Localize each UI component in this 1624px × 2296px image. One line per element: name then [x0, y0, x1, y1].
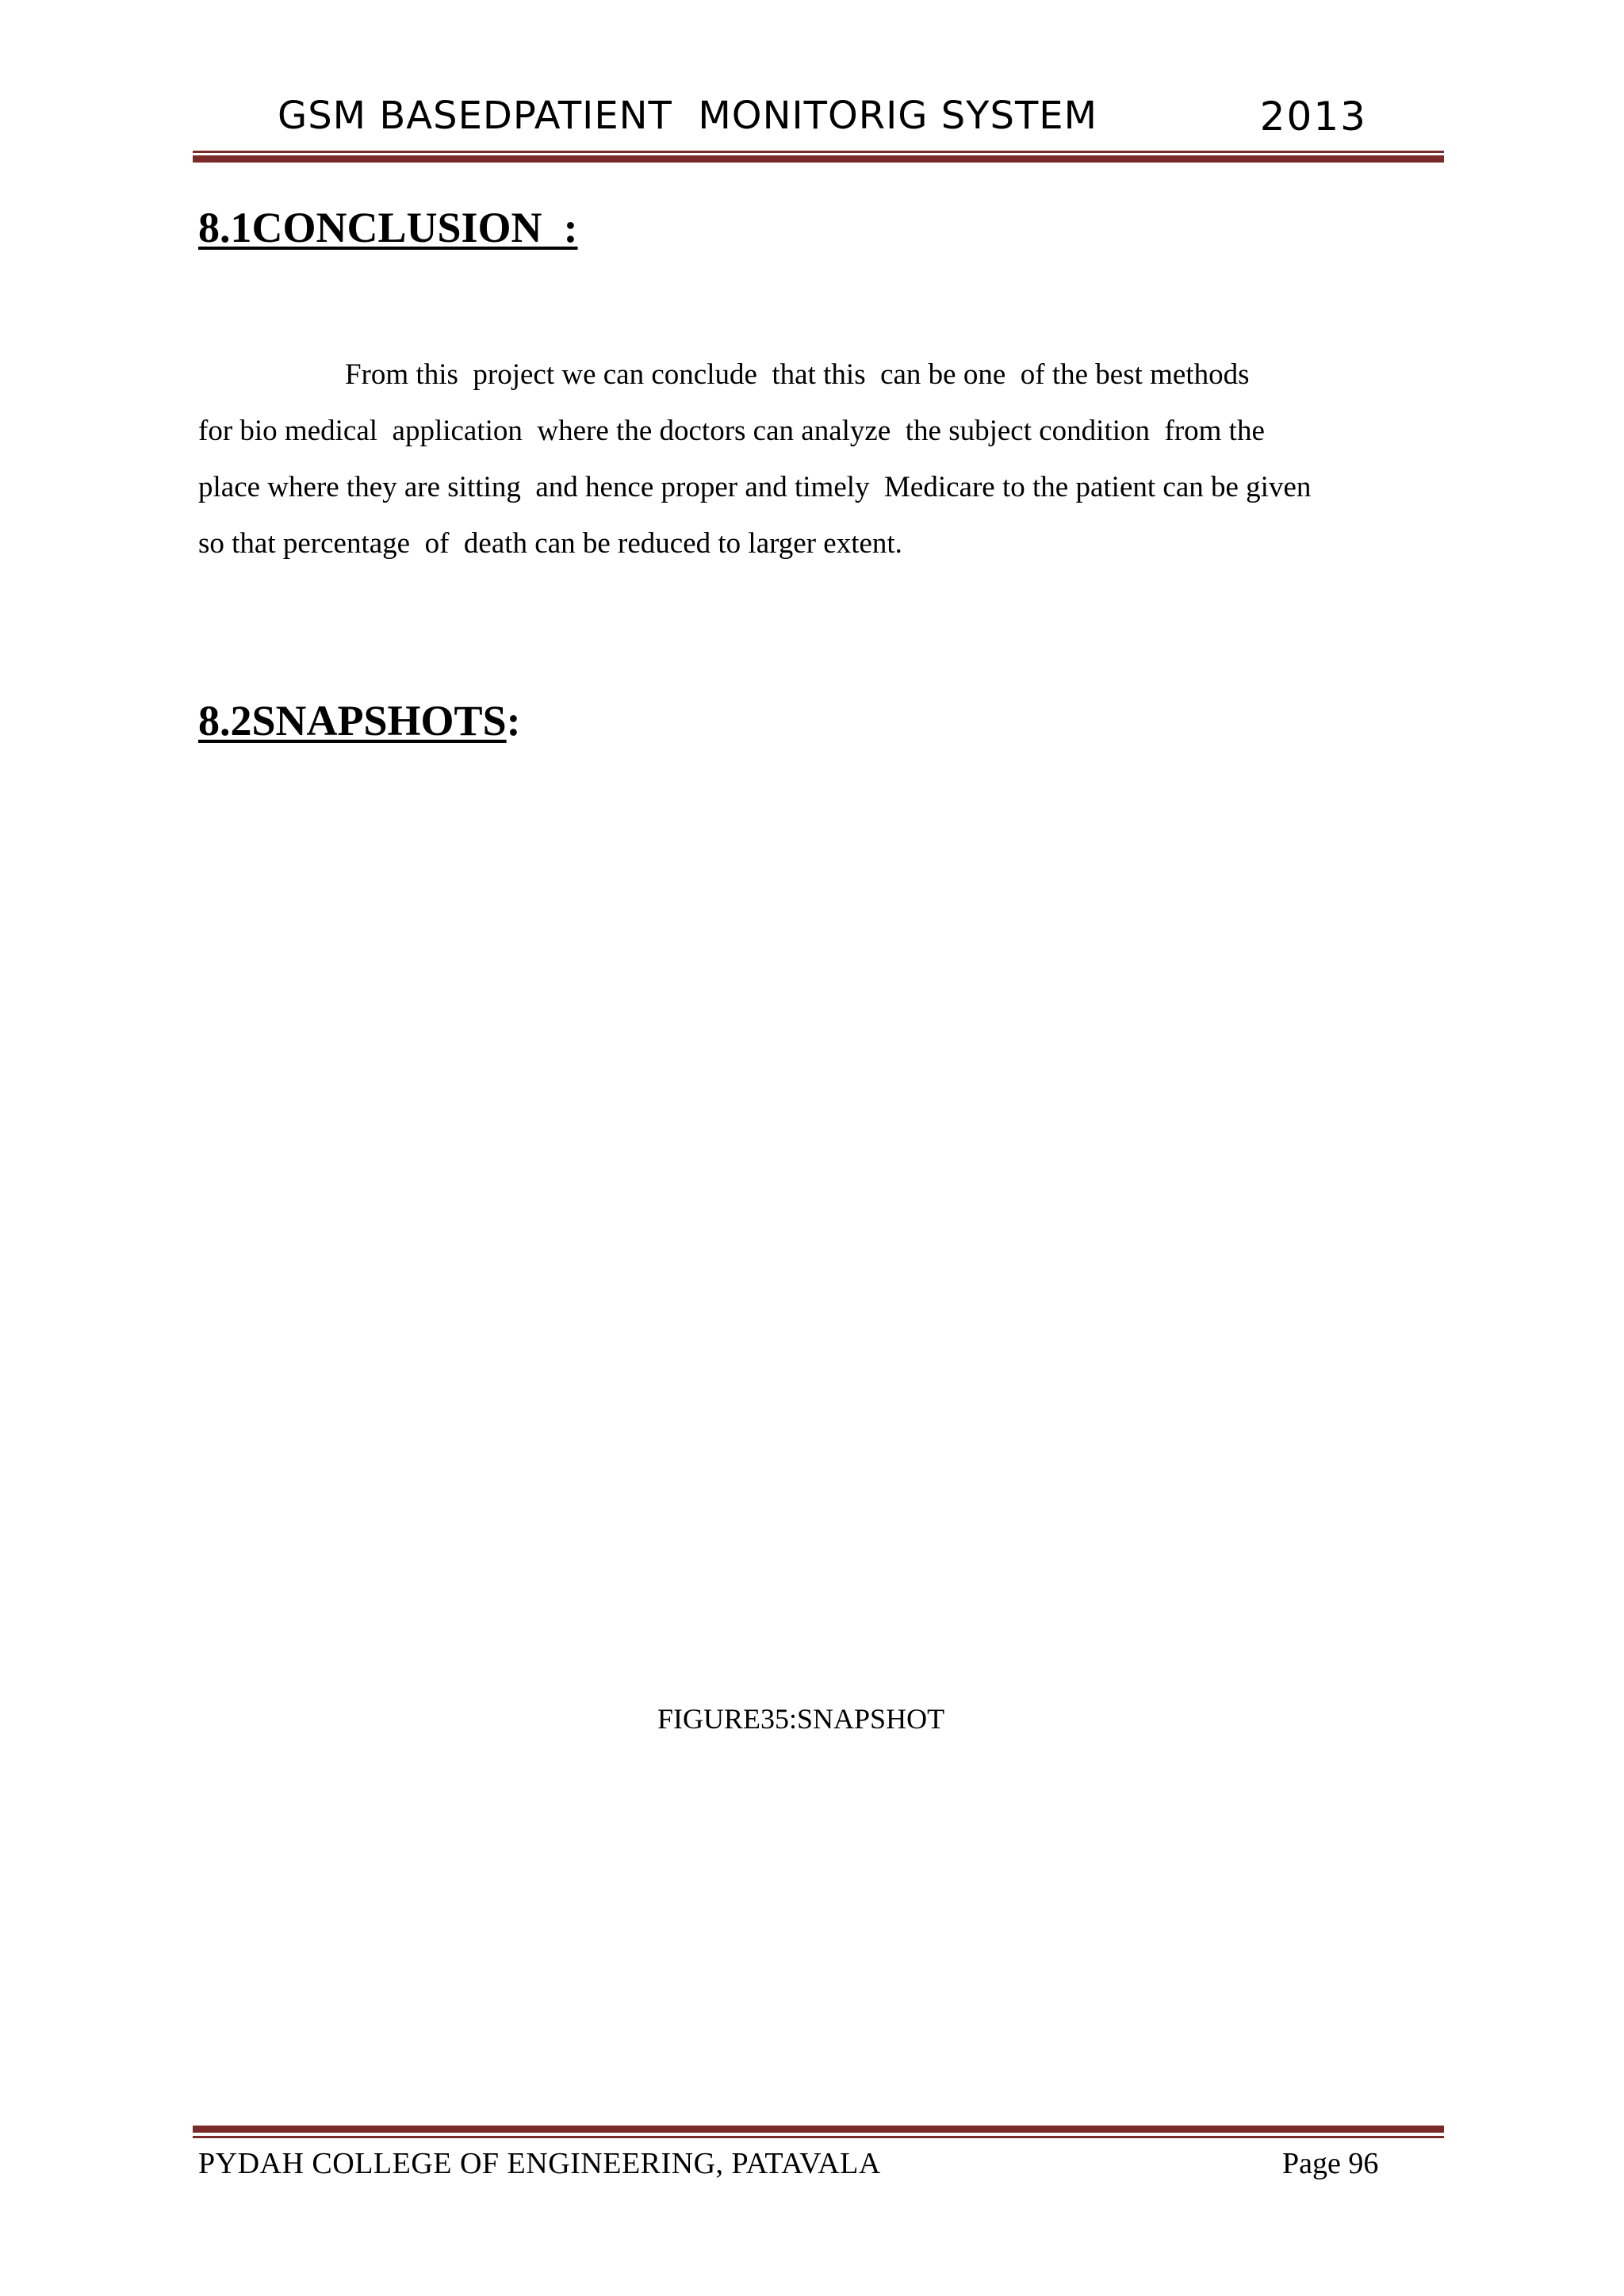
footer-page-number: Page 96 [1282, 2147, 1379, 2180]
footer-institution: PYDAH COLLEGE OF ENGINEERING, PATAVALA [198, 2147, 881, 2180]
snapshots-heading-label: 8.2SNAPSHOTS [198, 697, 507, 744]
conclusion-line: place where they are sitting and hence proper and timely Medicare to the patient can be given [198, 471, 1312, 503]
conclusion-paragraph [198, 346, 1435, 572]
snapshots-heading-suffix: : [506, 697, 521, 744]
conclusion-heading [198, 206, 578, 249]
conclusion-line: for bio medical application where the doctors can analyze the subject condition from the [198, 415, 1265, 447]
header-rule-thin [193, 151, 1444, 153]
figure-caption: FIGURE35:SNAPSHOT [657, 1703, 945, 1735]
footer-rule-thin [193, 2136, 1444, 2138]
footer-rule-thick [193, 2126, 1444, 2133]
conclusion-heading-label: 8.1CONCLUSION [198, 204, 542, 251]
conclusion-heading-suffix: : [542, 204, 578, 251]
conclusion-line: From this project we can conclude that this can be one of the best methods [198, 358, 1250, 391]
conclusion-line: so that percentage of death can be reduced to larger extent. [198, 527, 902, 560]
header-rule-thick [193, 155, 1444, 163]
running-header-year: 2013 [1259, 94, 1367, 140]
snapshots-heading [198, 699, 521, 742]
running-header-title: GSM BASEDPATIENT MONITORIG SYSTEM [278, 94, 1098, 138]
